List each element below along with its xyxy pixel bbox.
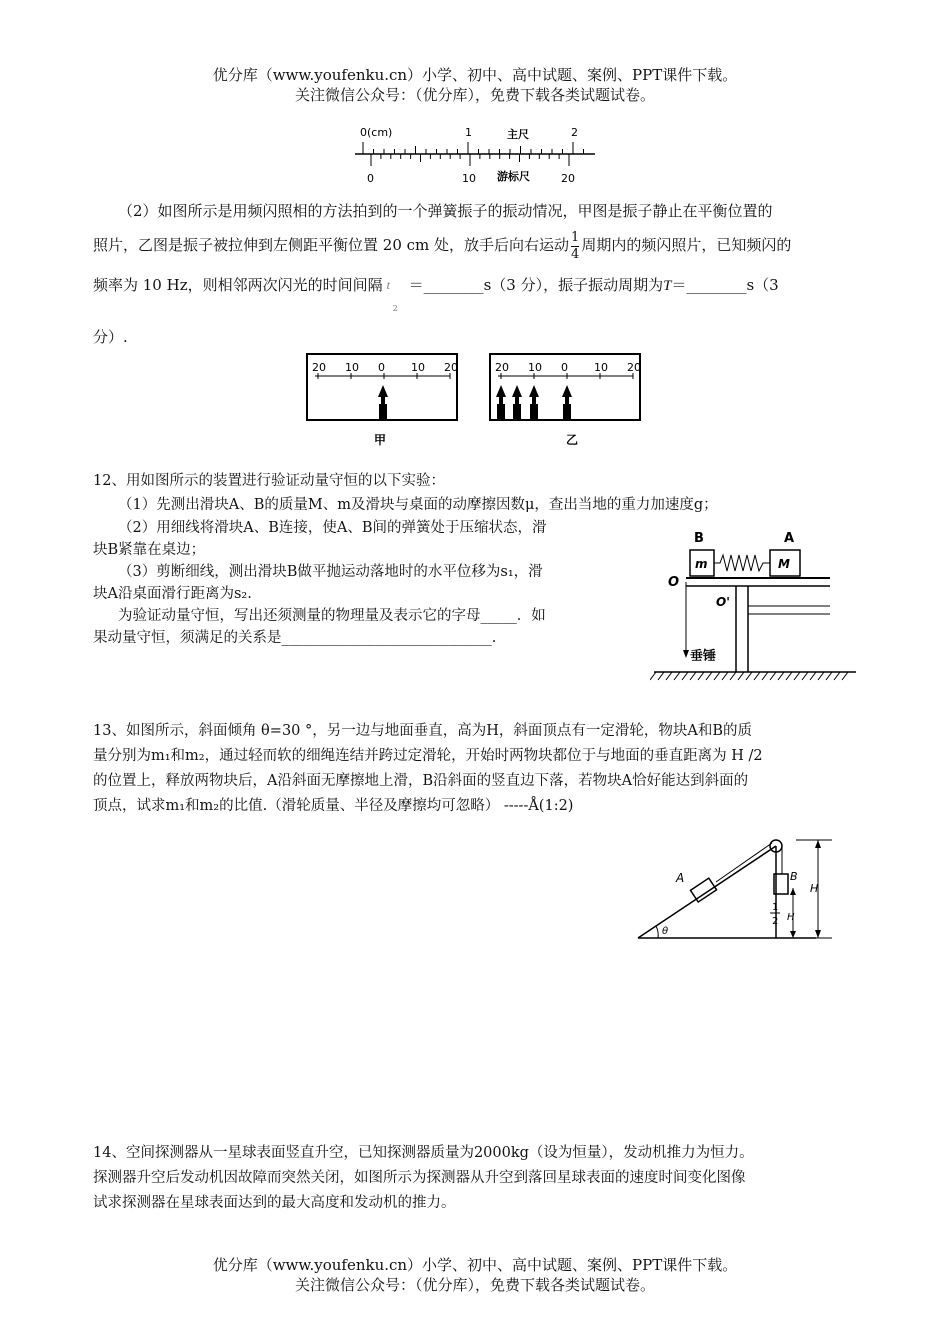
vernier-main-label: 主尺 (507, 128, 529, 141)
ground-hatch (754, 672, 760, 680)
vernier-vern-label: 游标尺 (497, 170, 530, 183)
ground-hatch (746, 672, 752, 680)
fig13-B: B (790, 870, 798, 883)
oscillator-figure (300, 352, 650, 452)
footer-line-2: 关注微信公众号：（优分库），免费下载各类试题试卷。 (294, 1276, 655, 1294)
fig12-M: M (778, 557, 790, 571)
strobe-arrow-base (530, 404, 538, 419)
label-jia: 甲 (374, 433, 387, 447)
q14-line-2: 探测器升空后发动机因故障而突然关闭，如图所示为探测器从升空到落回星球表面的速度时间变化图像 (93, 1170, 746, 1186)
q11-line-b (93, 228, 893, 263)
fig12-O-prime: O' (716, 595, 730, 609)
vernier-caliper-figure (345, 122, 605, 188)
ground-hatch (810, 672, 816, 680)
vernier-vern-0: 0 (367, 172, 374, 185)
vernier-main-1: 1 (465, 126, 472, 139)
ground-hatch (650, 672, 656, 680)
osc-scale-label: 10 (345, 361, 359, 374)
strobe-arrow-base (513, 404, 521, 419)
ground-hatch (666, 672, 672, 680)
q11-line-b-1: 照片，乙图是振子被拉伸到左侧距平衡位置 20 cm 处，放手后向右运动 (93, 236, 570, 254)
strobe-arrow-shaft (499, 396, 503, 405)
osc-scale-label: 10 (528, 361, 542, 374)
vernier-unit: 0(cm) (360, 126, 393, 139)
ground-hatch (722, 672, 728, 680)
ground-hatch (658, 672, 664, 680)
osc-scale-label: 20 (627, 361, 641, 374)
fig13-half-H: H (787, 912, 795, 923)
ground-hatch (730, 672, 736, 680)
osc-scale-label: 0 (378, 361, 385, 374)
ground-hatch (818, 672, 824, 680)
fig13-theta: θ (662, 926, 669, 937)
ground-hatch (762, 672, 768, 680)
ground-hatch (738, 672, 744, 680)
q12-step-4b: 果动量守恒，须满足的关系是_____________________________. (93, 630, 497, 646)
fig12-m: m (695, 557, 708, 571)
fig12-O: O (668, 575, 680, 590)
fig13-A: A (676, 871, 685, 885)
q12-step-3b: 块A沿桌面滑行距离为s₂. (93, 586, 252, 602)
label-yi: 乙 (566, 433, 579, 447)
vernier-vern-10: 10 (462, 172, 476, 185)
fig13-half-num: 1 (772, 902, 779, 913)
osc-scale-label: 20 (312, 361, 326, 374)
quarter-fraction: $\frac{1}{4}$ (571, 229, 580, 262)
q12-title: 12、用如图所示的装置进行验证动量守恒的以下实验： (93, 473, 445, 489)
footer-line-1: 优分库（www.youfenku.cn）小学、初中、高中试题、案例、PPT课件下载。 (212, 1256, 738, 1274)
ground-hatch (714, 672, 720, 680)
ground-hatch (794, 672, 800, 680)
osc-scale-label: 20 (444, 361, 458, 374)
ground-hatch (786, 672, 792, 680)
osc-scale-label: 10 (594, 361, 608, 374)
q13-line-4: 顶点，试求m₁和m₂的比值.（滑轮质量、半径及摩擦均可忽略） -----Å(1:2) (93, 798, 574, 814)
ground-hatch (778, 672, 784, 680)
ground-hatch (698, 672, 704, 680)
ground-hatch (826, 672, 832, 680)
fig13-half-den: 2 (772, 916, 779, 927)
strobe-arrow-head (529, 385, 539, 397)
ground-hatch (674, 672, 680, 680)
osc-scale-label: 10 (411, 361, 425, 374)
strobe-arrow-head (562, 385, 572, 397)
ground-hatch (802, 672, 808, 680)
q11-line-a: （2）如图所示是用频闪照相的方法拍到的一个弹簧振子的振动情况，甲图是振子静止在平衡位置的 (118, 202, 773, 220)
strobe-arrow-base (563, 404, 571, 419)
fig13-H: H (810, 882, 819, 895)
vernier-vern-20: 20 (561, 172, 575, 185)
strobe-arrow-head (512, 385, 522, 397)
q11-line-d: 分）. (93, 328, 128, 346)
fig12-B: B (694, 531, 704, 546)
strobe-arrow-shaft (565, 396, 569, 405)
q12-step-4a: 为验证动量守恒，写出还须测量的物理量及表示它的字母_____．如 (118, 608, 546, 624)
ground-hatch (770, 672, 776, 680)
osc-scale-label: 20 (495, 361, 509, 374)
jia-arrow (378, 385, 388, 419)
ground-hatch (842, 672, 848, 680)
strobe-arrow-base (497, 404, 505, 419)
ground-hatch (690, 672, 696, 680)
q12-step-1: （1）先测出滑块A、B的质量M、m及滑块与桌面的动摩擦因数μ，查出当地的重力加速度g； (118, 497, 718, 513)
t-symbol: t 2 (386, 278, 398, 313)
q11-line-c-2: ＝________s（3 分），振子振动周期为 (408, 276, 664, 294)
q14-line-3: 试求探测器在星球表面达到的最大高度和发动机的推力。 (93, 1195, 456, 1211)
q11-line-c-1: 频率为 10 Hz，则相邻两次闪光的时间间隔 (93, 276, 383, 294)
osc-scale-label: 0 (561, 361, 568, 374)
q11-line-b-2: 周期内的频闪照片，已知频闪的 (581, 236, 792, 254)
header-line-1: 优分库（www.youfenku.cn）小学、初中、高中试题、案例、PPT课件下载。 (212, 66, 738, 84)
fig12-A: A (784, 531, 795, 546)
q12-step-2a: （2）用细线将滑块A、B连接，使A、B间的弹簧处于压缩状态，滑 (118, 520, 547, 536)
q13-line-1: 13、如图所示，斜面倾角 θ=30 °，另一边与地面垂直，高为H，斜面顶点有一定滑轮，物块A和B的质 (93, 723, 753, 739)
q12-step-2b: 块B紧靠在桌边； (93, 542, 206, 558)
q13-line-2: 量分别为m₁和m₂，通过轻而软的细绳连结并跨过定滑轮，开始时两物块都位于与地面的垂直距离为 H /2 (93, 748, 763, 764)
ground-hatch (834, 672, 840, 680)
momentum-apparatus-figure (650, 526, 860, 682)
q11-line-c-3: ＝________s（3 (671, 276, 779, 294)
q12-step-3a: （3）剪断细线，测出滑块B做平抛运动落地时的水平位移为s₁，滑 (118, 564, 543, 580)
period-symbol: T (663, 278, 672, 294)
ground-hatch (706, 672, 712, 680)
strobe-arrow-shaft (532, 396, 536, 405)
header-line-2: 关注微信公众号：（优分库），免费下载各类试题试卷。 (294, 86, 655, 104)
ground-hatch (682, 672, 688, 680)
q11-line-c (93, 268, 893, 313)
strobe-arrow-head (496, 385, 506, 397)
incline-pulley-figure (636, 832, 836, 944)
fig12-plumb: 垂锤 (690, 649, 717, 664)
q14-line-1: 14、空间探测器从一星球表面竖直升空，已知探测器质量为2000kg（设为恒量），发动机推力为恒力。 (93, 1145, 754, 1161)
strobe-arrow-shaft (515, 396, 519, 405)
q13-line-3: 的位置上，释放两物块后，A沿斜面无摩擦地上滑，B沿斜面的竖直边下落，若物块A恰好能达到斜面的 (93, 773, 749, 789)
vernier-main-2: 2 (571, 126, 578, 139)
